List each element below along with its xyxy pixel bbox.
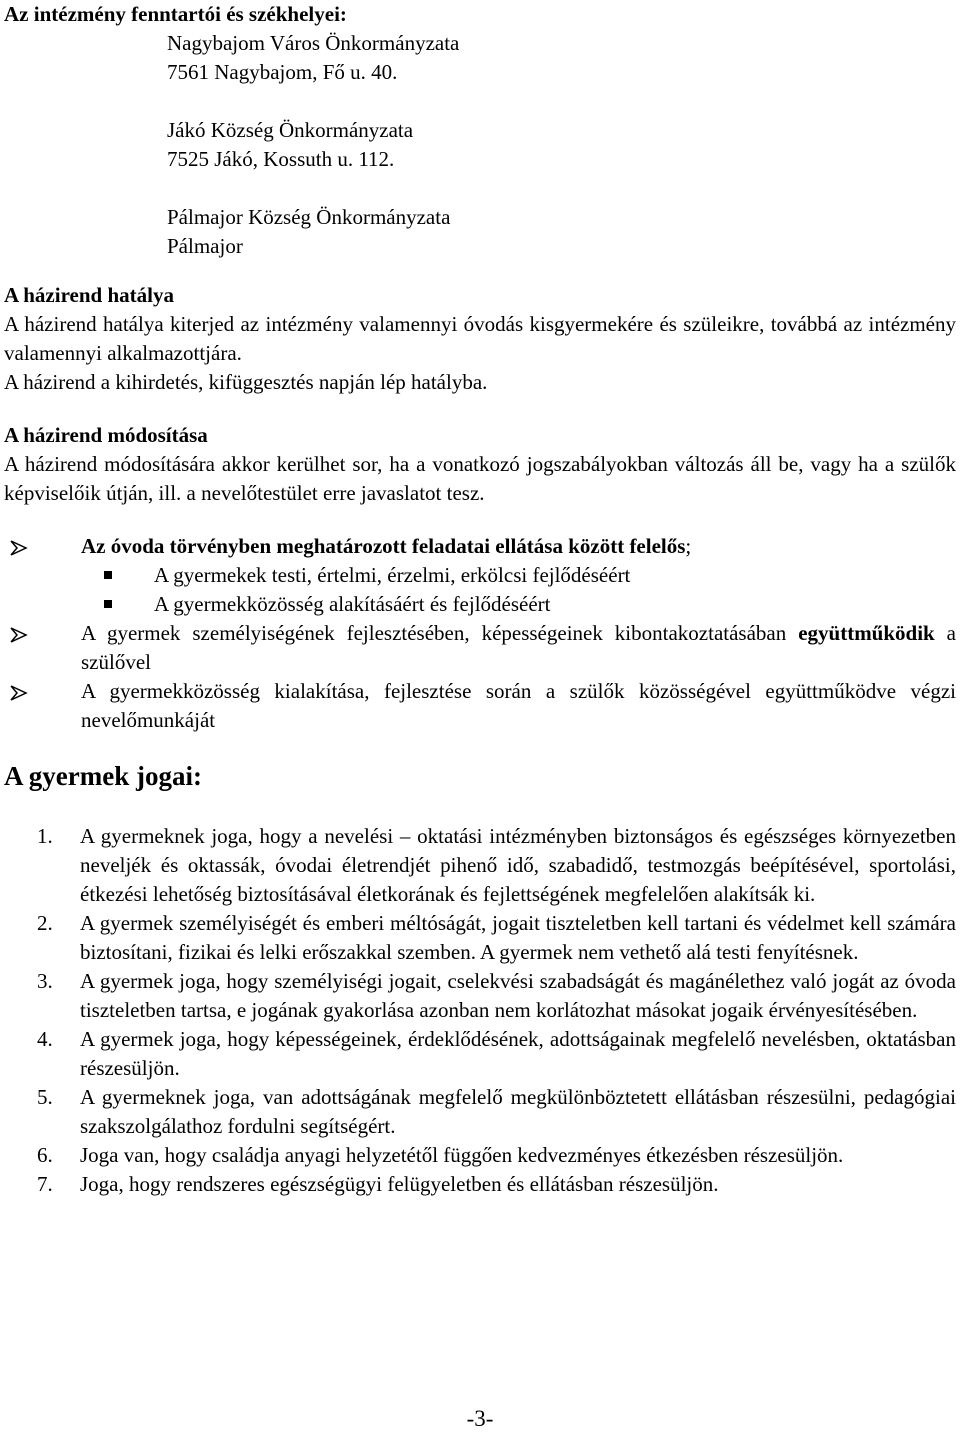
owner-address: Pálmajor (167, 234, 243, 258)
owner-address: 7561 Nagybajom, Fő u. 40. (167, 60, 398, 84)
arrow-bullet-icon (10, 627, 28, 643)
list-item-text: A gyermeknek joga, hogy a nevelési – oktatási intézményben biztonságos és egészséges környezetben neveljék és oktassák, óvodai életrendjét pihenő idő, szabadidő, testmozgás beépítésével, sportolási, étkezési lehetőség biztosításával életkorának és fejlettségének megfelelően alakítsák ki. (80, 824, 956, 906)
list-item-text: A gyermek személyiségét és emberi méltóságát, jogait tiszteletben kell tartani és védelmet kell számára biztosítani, fizikai és lelki erőszakkal szemben. A gyermek nem vethető alá testi fenyítésnek. (80, 911, 956, 964)
scope-heading: A házirend hatálya (4, 283, 174, 307)
rights-list-item (4, 1141, 956, 1170)
rights-list-item (4, 967, 956, 1025)
document-page (4, 0, 956, 1199)
owner-entry (4, 203, 956, 261)
duty-text: A gyermekközösség kialakítása, fejlesztése során a szülők közösségével együttműködve végzi nevelőmunkáját (81, 679, 956, 732)
owner-name: Nagybajom Város Önkormányzata (167, 31, 460, 55)
scope-text: A házirend hatálya kiterjed az intézmény valamennyi óvodás kisgyermekére és szüleikre, továbbá az intézmény valamennyi alkalmazottjára. (4, 312, 956, 365)
list-number: 4. (37, 1027, 53, 1051)
owner-entry (4, 29, 956, 87)
rights-list-item (4, 1170, 956, 1199)
rights-list-item (4, 909, 956, 967)
square-bullet-icon (104, 600, 112, 608)
duty-subitem-text: A gyermekek testi, értelmi, érzelmi, erkölcsi fejlődéséért (154, 563, 631, 587)
duty-item (4, 619, 956, 677)
duty-item (4, 532, 956, 561)
rights-list-item (4, 1083, 956, 1141)
duty-heading: Az óvoda törvényben meghatározott feladatai ellátása között felelős (81, 534, 686, 558)
amendment-text: A házirend módosítására akkor kerülhet sor, ha a vonatkozó jogszabályokban változás áll be, vagy ha a szülők képviselőik útján, ill. a nevelőtestület erre javaslatot tesz. (4, 452, 956, 505)
list-item-text: Joga van, hogy családja anyagi helyzetétől függően kedvezményes étkezésben részesüljön. (80, 1143, 844, 1167)
duty-text-tail: a szülővel (81, 621, 957, 674)
duty-subitem-text: A gyermekközösség alakításáért és fejlődéséért (154, 592, 551, 616)
owner-name: Jákó Község Önkormányzata (167, 118, 414, 142)
list-item-text: A gyermeknek joga, van adottságának megfelelő megkülönböztetett ellátásban részesülni, pedagógiai szakszolgálathoz fordulni segítségért. (80, 1085, 956, 1138)
owner-name: Pálmajor Község Önkormányzata (167, 205, 451, 229)
page-number: -3- (466, 1406, 494, 1431)
duty-bold-text: együttműködik (798, 621, 935, 645)
owners-heading: Az intézmény fenntartói és székhelyei: (4, 2, 347, 26)
owner-address: 7525 Jákó, Kossuth u. 112. (167, 147, 395, 171)
rights-heading: A gyermek jogai: (4, 761, 202, 791)
list-item-text: A gyermek joga, hogy személyiségi jogait, cselekvési szabadságát és magánélethez való jogát az óvoda tiszteletben tartsa, e jogának gyakorlása azonban nem korlátozhat másokat jogaik érvényesítésében. (80, 969, 956, 1022)
list-number: 1. (37, 824, 53, 848)
list-number: 3. (37, 969, 53, 993)
duty-item (4, 677, 956, 735)
duty-heading-tail: ; (685, 534, 692, 558)
arrow-bullet-icon (10, 540, 28, 556)
duty-subitem (4, 561, 956, 590)
list-number: 2. (37, 911, 53, 935)
list-number: 5. (37, 1085, 53, 1109)
duty-text: A gyermek személyiségének fejlesztésében, képességeinek kibontakoztatásában (81, 621, 799, 645)
arrow-bullet-icon (10, 685, 28, 701)
square-bullet-icon (104, 571, 112, 579)
owner-entry (4, 116, 956, 174)
rights-list-item (4, 1025, 956, 1083)
rights-list-item (4, 822, 956, 909)
duty-subitem (4, 590, 956, 619)
list-item-text: Joga, hogy rendszeres egészségügyi felügyeletben és ellátásban részesüljön. (80, 1172, 719, 1196)
list-number: 6. (37, 1143, 53, 1167)
scope-effective-text: A házirend a kihirdetés, kifüggesztés napján lép hatályba. (4, 370, 488, 394)
list-number: 7. (37, 1172, 53, 1196)
amendment-heading: A házirend módosítása (4, 423, 208, 447)
list-item-text: A gyermek joga, hogy képességeinek, érdeklődésének, adottságainak megfelelő nevelésben, oktatásban részesüljön. (80, 1027, 956, 1080)
